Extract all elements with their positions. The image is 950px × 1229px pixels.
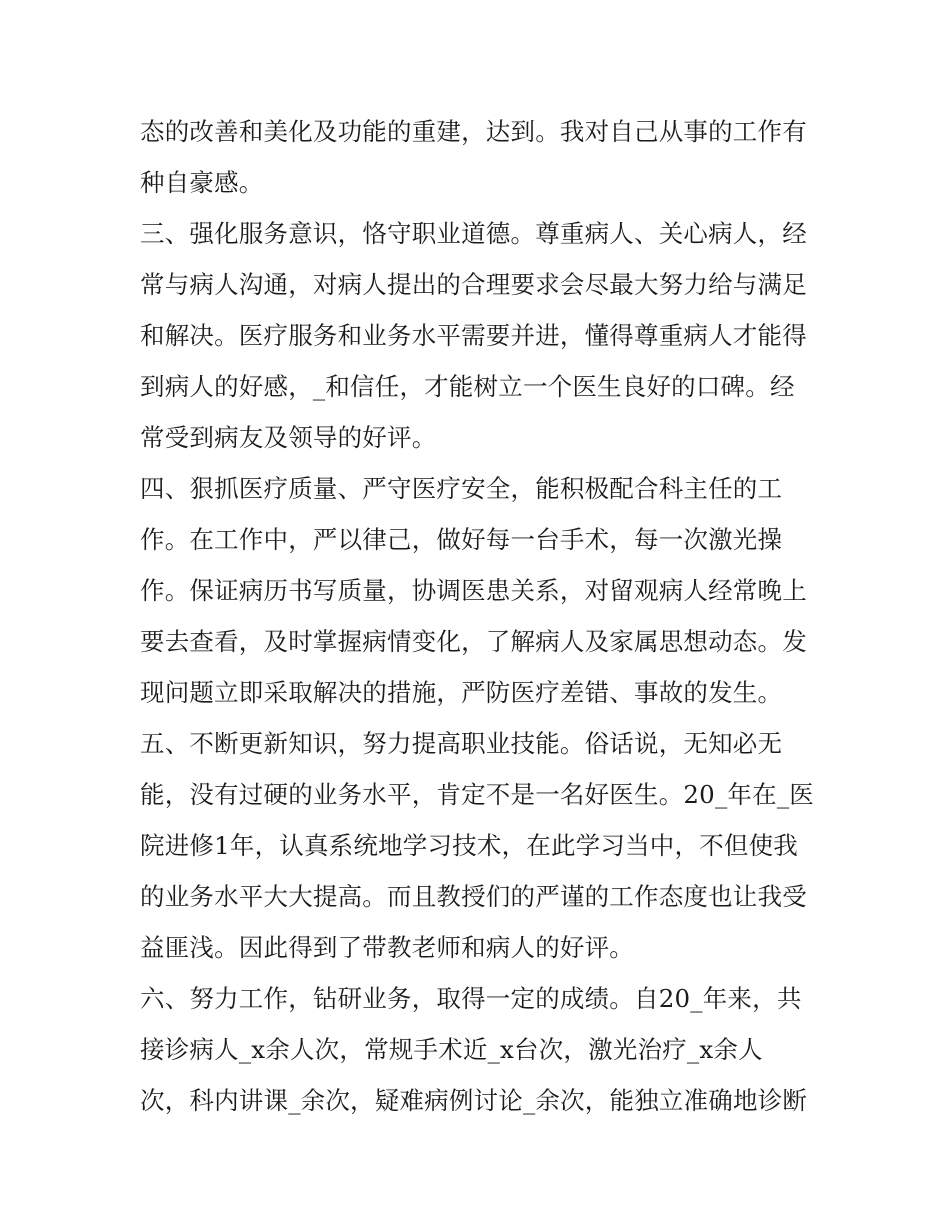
text-line: 种自豪感。 bbox=[140, 168, 264, 197]
text-line: 要去查看，及时掌握病情变化，了解病人及家属思想动态。发 bbox=[140, 627, 807, 656]
text-line: 三、强化服务意识，恪守职业道德。尊重病人、关心病人，经 bbox=[140, 219, 807, 248]
text-line: 常受到病友及领导的好评。 bbox=[140, 423, 437, 452]
text-line: 现问题立即采取解决的措施，严防医疗差错、事故的发生。 bbox=[140, 678, 783, 707]
text-line: 的业务水平大大提高。而且教授们的严谨的工作态度也让我受 bbox=[140, 882, 807, 911]
text-line: 能，没有过硬的业务水平，肯定不是一名好医生。20_年在_医 bbox=[140, 780, 814, 809]
text-line: 四、狠抓医疗质量、严守医疗安全，能积极配合科主任的工 bbox=[140, 474, 783, 503]
text-line: 和解决。医疗服务和业务水平需要并进，懂得尊重病人才能得 bbox=[140, 321, 807, 350]
text-line: 态的改善和美化及功能的重建，达到。我对自己从事的工作有 bbox=[140, 117, 807, 146]
text-line: 六、努力工作，钻研业务，取得一定的成绩。自20_年来，共 bbox=[140, 984, 802, 1013]
text-line: 常与病人沟通，对病人提出的合理要求会尽最大努力给与满足 bbox=[140, 270, 807, 299]
text-line: 作。在工作中，严以律己，做好每一台手术，每一次激光操 bbox=[140, 525, 783, 554]
document-body bbox=[140, 106, 820, 1126]
text-line: 接诊病人_x余人次，常规手术近_x台次，激光治疗_x余人 bbox=[140, 1035, 763, 1064]
text-line: 五、不断更新知识，努力提高职业技能。俗话说，无知必无 bbox=[140, 729, 783, 758]
text-line: 益匪浅。因此得到了带教老师和病人的好评。 bbox=[140, 933, 634, 962]
text-line: 作。保证病历书写质量，协调医患关系，对留观病人经常晚上 bbox=[140, 576, 807, 605]
text-line: 到病人的好感，_和信任，才能树立一个医生良好的口碑。经 bbox=[140, 372, 795, 401]
text-line: 次，科内讲课_余次，疑难病例讨论_余次，能独立准确地诊断 bbox=[140, 1086, 808, 1115]
text-line: 院进修1年，认真系统地学习技术，在此学习当中，不但使我 bbox=[140, 831, 798, 860]
